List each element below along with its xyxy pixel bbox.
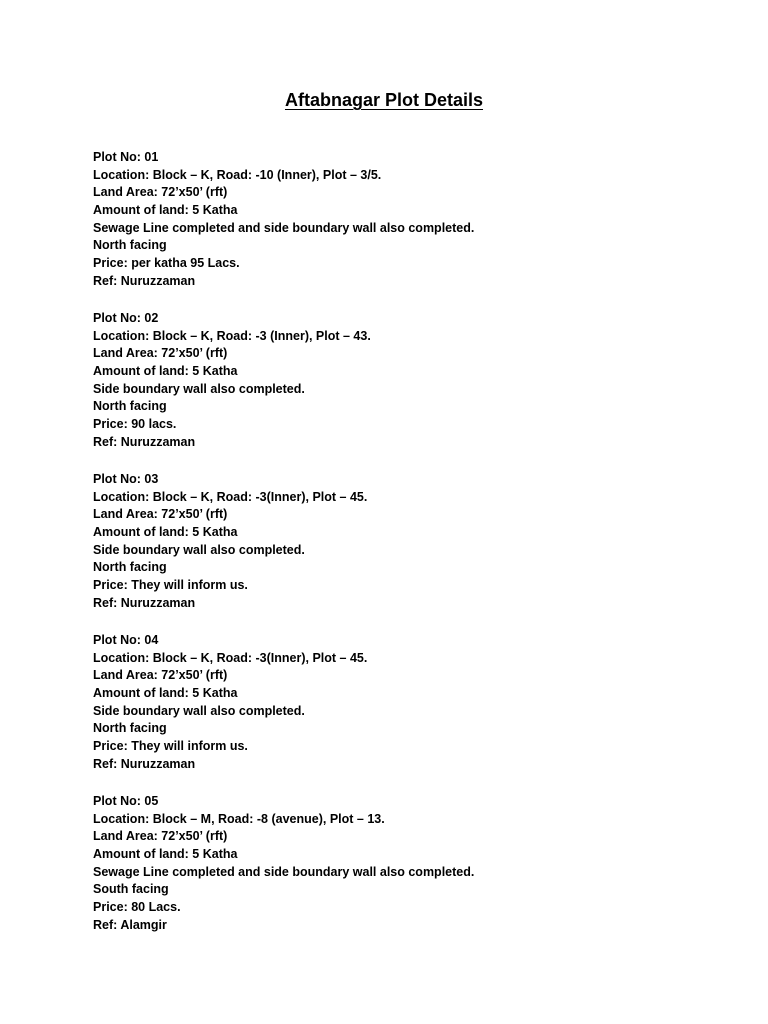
- plot-price: Price: per katha 95 Lacs.: [93, 256, 240, 271]
- plot-ref: Ref: Alamgir: [93, 917, 167, 932]
- plot-number: Plot No: 02: [93, 311, 159, 325]
- plot-amount: Amount of land: 5 Katha: [93, 686, 238, 701]
- plot-location: Location: Block – K, Road: -10 (Inner), Plot – 3/5.: [93, 167, 382, 182]
- plot-facing: North facing: [93, 721, 167, 736]
- plot-location: Location: Block – K, Road: -3 (Inner), Plot – 43.: [93, 328, 371, 343]
- plot-entry-02: [93, 310, 733, 452]
- plot-ref: Ref: Nuruzzaman: [93, 595, 196, 610]
- plot-price: Price: 80 Lacs.: [93, 900, 181, 915]
- plot-entry-03: [93, 471, 733, 613]
- plot-facing: North facing: [93, 238, 167, 253]
- plot-entry-01: [93, 149, 733, 291]
- plot-status: Sewage Line completed and side boundary wall also completed.: [93, 220, 475, 235]
- plot-location: Location: Block – K, Road: -3(Inner), Plot – 45.: [93, 650, 368, 665]
- document-title: Aftabnagar Plot Details: [284, 90, 484, 110]
- plot-entry-04: [93, 632, 733, 774]
- plot-number: Plot No: 04: [93, 633, 159, 647]
- plot-ref: Ref: Nuruzzaman: [93, 756, 196, 771]
- plot-ref: Ref: Nuruzzaman: [93, 434, 196, 449]
- plot-price: Price: 90 lacs.: [93, 417, 177, 432]
- plot-list: [93, 149, 733, 954]
- plot-land-area: Land Area: 72’x50’ (rft): [93, 507, 228, 522]
- plot-status: Sewage Line completed and side boundary wall also completed.: [93, 864, 475, 879]
- plot-location: Location: Block – M, Road: -8 (avenue), Plot – 13.: [93, 811, 385, 826]
- plot-number: Plot No: 01: [93, 150, 159, 164]
- plot-number: Plot No: 05: [93, 794, 159, 808]
- plot-amount: Amount of land: 5 Katha: [93, 203, 238, 218]
- plot-amount: Amount of land: 5 Katha: [93, 364, 238, 379]
- plot-price: Price: They will inform us.: [93, 739, 248, 754]
- plot-number: Plot No: 03: [93, 472, 159, 486]
- plot-status: Side boundary wall also completed.: [93, 542, 305, 557]
- plot-price: Price: They will inform us.: [93, 578, 248, 593]
- plot-status: Side boundary wall also completed.: [93, 381, 305, 396]
- plot-land-area: Land Area: 72’x50’ (rft): [93, 346, 228, 361]
- plot-facing: North facing: [93, 560, 167, 575]
- plot-ref: Ref: Nuruzzaman: [93, 273, 196, 288]
- plot-entry-05: [93, 793, 733, 935]
- plot-amount: Amount of land: 5 Katha: [93, 525, 238, 540]
- plot-land-area: Land Area: 72’x50’ (rft): [93, 185, 228, 200]
- plot-amount: Amount of land: 5 Katha: [93, 847, 238, 862]
- plot-facing: North facing: [93, 399, 167, 414]
- plot-location: Location: Block – K, Road: -3(Inner), Plot – 45.: [93, 489, 368, 504]
- plot-facing: South facing: [93, 882, 169, 897]
- plot-status: Side boundary wall also completed.: [93, 703, 305, 718]
- plot-land-area: Land Area: 72’x50’ (rft): [93, 829, 228, 844]
- plot-land-area: Land Area: 72’x50’ (rft): [93, 668, 228, 683]
